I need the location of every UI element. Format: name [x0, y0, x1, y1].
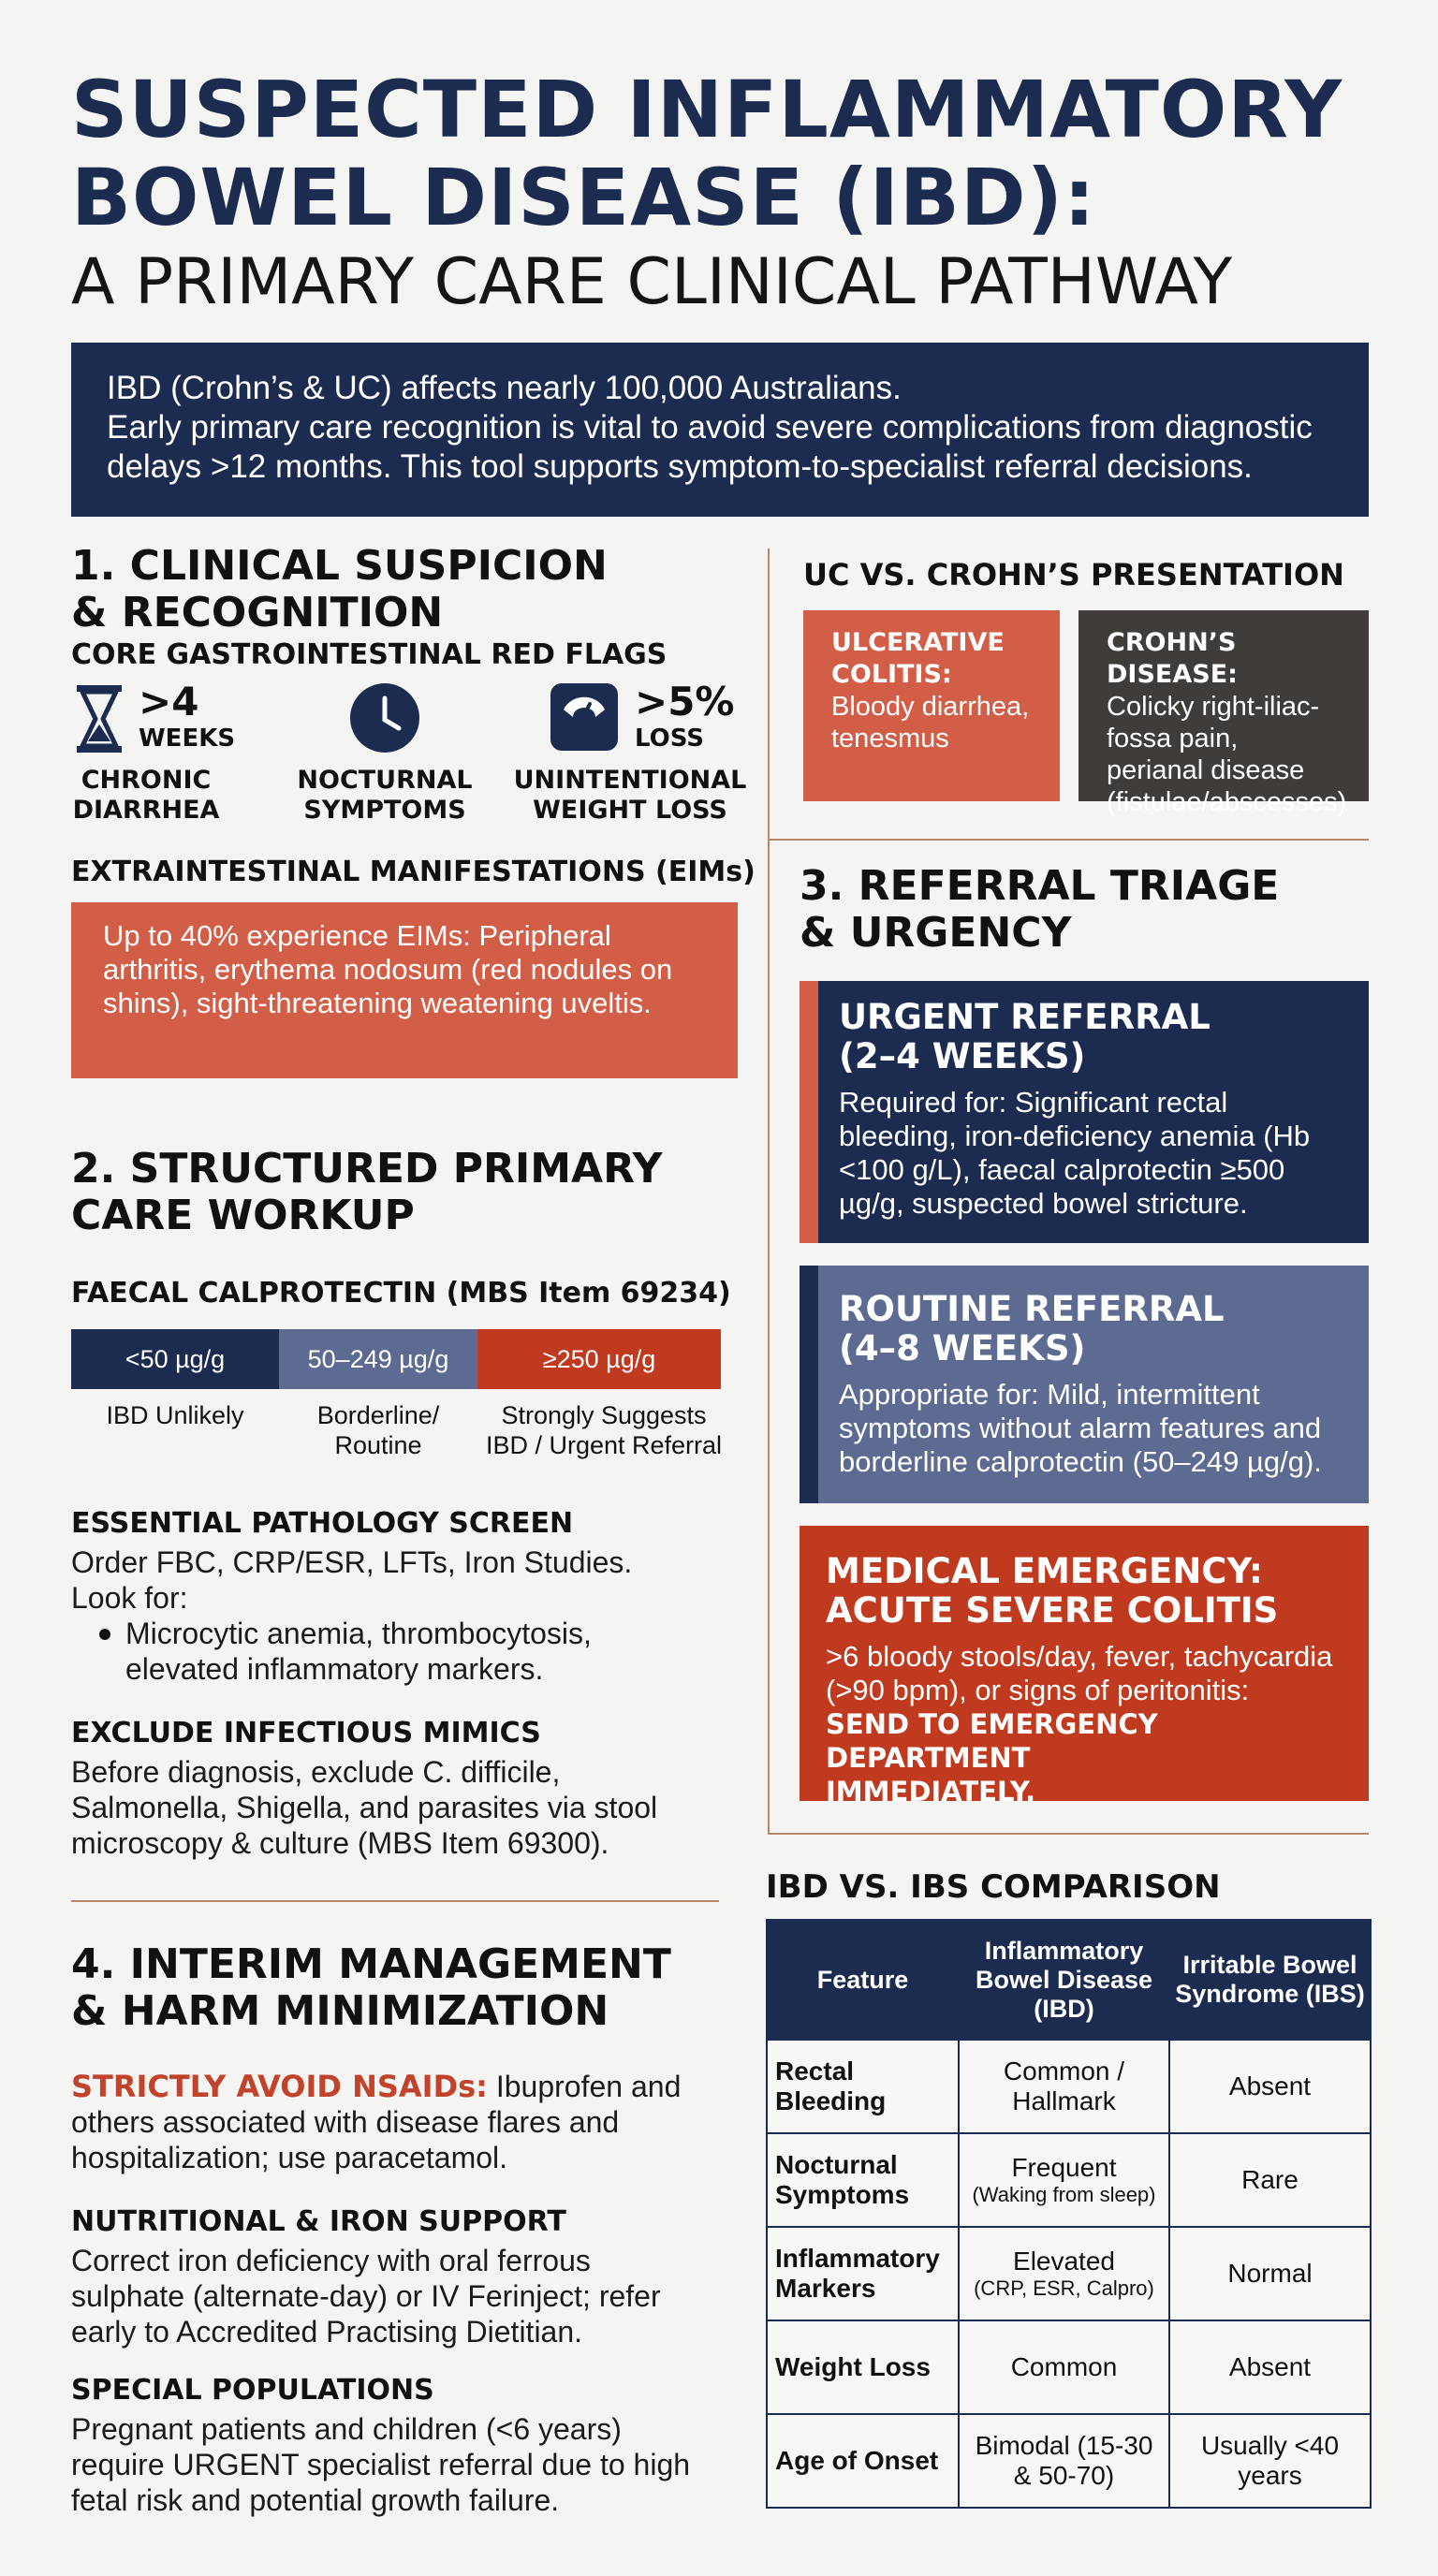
column-header: Inflammatory Bowel Disease (IBD)	[959, 1920, 1169, 2040]
divider-presentation-triage	[768, 839, 1369, 841]
section2-heading: 2. STRUCTURED PRIMARY CARE WORKUP	[71, 1145, 663, 1239]
uc-box: ULCERATIVE COLITIS: Bloody diarrhea, tenesmus	[803, 610, 1060, 801]
flag-2-caption: NOCTURNAL SYMPTOMS	[297, 766, 473, 825]
section3-heading: 3. REFERRAL TRIAGE & URGENCY	[800, 862, 1280, 957]
nutrition-title: NUTRITIONAL & IRON SUPPORT	[71, 2205, 566, 2238]
special-populations-title: SPECIAL POPULATIONS	[71, 2374, 434, 2407]
intro-banner	[71, 343, 1369, 517]
intro-line-1: IBD (Crohn’s & UC) affects nearly 100,000 Australians.	[107, 370, 902, 406]
calpro-segment-high: ≥250 µg/g	[477, 1329, 721, 1389]
section1-heading: 1. CLINICAL SUSPICION & RECOGNITION	[71, 542, 608, 637]
page-subtitle: A PRIMARY CARE CLINICAL PATHWAY	[71, 245, 1233, 319]
table-row: Rectal Bleeding Common / Hallmark Absent	[767, 2040, 1371, 2133]
table-row: Weight Loss Common Absent	[767, 2320, 1371, 2414]
crohns-box: CROHN’S DISEASE: Colicky right-iliac- fossa pain, perianal disease (fistulae/abscesses)	[1078, 610, 1369, 801]
calpro-segment-low: <50 µg/g	[71, 1329, 279, 1389]
calprotectin-title: FAECAL CALPROTECTIN (MBS Item 69234)	[71, 1277, 731, 1310]
divider-section2-section4	[71, 1900, 719, 1902]
routine-referral-card: ROUTINE REFERRAL (4–8 WEEKS) Appropriate for: Mild, intermittent symptoms without alarm features and borderline calprotectin (50–249 µg/g).	[800, 1266, 1369, 1503]
mimics-text: Before diagnosis, exclude C. difficile, Salmonella, Shigella, and parasites via stool microscopy & culture (MBS Item 69300).	[71, 1755, 658, 1860]
flag-1-caption: CHRONIC DIARRHEA	[72, 766, 220, 825]
comparison-table	[766, 1919, 1372, 2509]
flag-1-unit: WEEKS	[139, 724, 236, 753]
routine-accent-strip	[800, 1266, 818, 1503]
eim-title: EXTRAINTESTINAL MANIFESTATIONS (EIMs)	[71, 856, 756, 888]
table-row: Inflammatory Markers Elevated (CRP, ESR, Calpro) Normal	[767, 2227, 1371, 2320]
emergency-card: MEDICAL EMERGENCY: ACUTE SEVERE COLITIS >6 bloody stools/day, fever, tachycardia (>90 bpm), or signs of peritonitis: SEND TO EMERGENCY DEPARTMENT IMMEDIATELY.	[800, 1526, 1369, 1801]
pathology-text: Order FBC, CRP/ESR, LFTs, Iron Studies. Look for:	[71, 1545, 633, 1615]
mimics-title: EXCLUDE INFECTIOUS MIMICS	[71, 1717, 541, 1749]
flag-3-value: >5%	[635, 679, 735, 724]
pathology-title: ESSENTIAL PATHOLOGY SCREEN	[71, 1507, 574, 1540]
page-title	[71, 66, 1382, 242]
calpro-label-low: IBD Unlikely	[106, 1401, 244, 1429]
title-line-2: BOWEL DISEASE (IBD):	[71, 152, 1096, 243]
special-populations-text: Pregnant patients and children (<6 years) require URGENT specialist referral due to high fetal risk and potential growth failure.	[71, 2412, 691, 2517]
calpro-label-mid: Borderline/ Routine	[316, 1401, 440, 1459]
calpro-label-high: Strongly Suggests IBD / Urgent Referral	[485, 1401, 723, 1459]
nutrition-text: Correct iron deficiency with oral ferrous sulphate (alternate-day) or IV Ferinject; refer early to Accredited Practising Dietitian.	[71, 2244, 661, 2349]
table-header-row	[767, 1920, 1371, 2040]
eim-box: Up to 40% experience EIMs: Peripheral arthritis, erythema nodosum (red nodules on shins), sight-threatening weatening uveltis.	[71, 902, 738, 1078]
table-row: Nocturnal Symptoms Frequent (Waking from sleep) Rare	[767, 2133, 1371, 2227]
divider-triage-comparison	[768, 1833, 1369, 1835]
pathology-bullets	[71, 1616, 745, 1687]
red-flags-title: CORE GASTROINTESTINAL RED FLAGS	[71, 638, 668, 671]
nsaid-warning: STRICTLY AVOID NSAIDs:	[71, 2069, 488, 2104]
presentation-title: UC VS. CROHN’S PRESENTATION	[803, 557, 1344, 593]
urgent-accent-strip	[800, 981, 818, 1243]
column-header: Feature	[767, 1920, 959, 2040]
scale-icon	[549, 681, 620, 753]
list-item: Microcytic anemia, thrombocytosis, elevated inflammatory markers.	[71, 1616, 745, 1687]
intro-line-3: delays >12 months. This tool supports symptom-to-specialist referral decisions.	[107, 448, 1253, 485]
intro-line-2: Early primary care recognition is vital to avoid severe complications from diagnostic	[107, 409, 1313, 446]
table-row: Age of Onset Bimodal (15-30 & 50-70) Usually <40 years	[767, 2414, 1371, 2508]
column-divider	[768, 549, 770, 1835]
flag-3-unit: LOSS	[635, 724, 705, 753]
urgent-referral-card: URGENT REFERRAL (2–4 WEEKS) Required for: Significant rectal bleeding, iron-deficiency anemia (Hb <100 g/L), faecal calprotectin ≥500 µg/g, suspected bowel stricture.	[800, 981, 1369, 1243]
flag-1-value: >4	[139, 679, 199, 724]
section4-heading: 4. INTERIM MANAGEMENT & HARM MINIMIZATION	[71, 1940, 671, 2035]
calpro-segment-mid: 50–249 µg/g	[279, 1329, 477, 1389]
flag-3-caption: UNINTENTIONAL WEIGHT LOSS	[513, 766, 747, 825]
title-line-1: SUSPECTED INFLAMMATORY	[71, 64, 1343, 155]
column-header: Irritable Bowel Syndrome (IBS)	[1169, 1920, 1371, 2040]
hourglass-icon	[75, 683, 124, 754]
clock-icon	[348, 681, 421, 754]
comparison-title: IBD VS. IBS COMPARISON	[766, 1868, 1221, 1906]
nsaid-text: STRICTLY AVOID NSAIDs: Ibuprofen and others associated with disease flares and hospitalization; use paracetamol.	[71, 2069, 682, 2174]
